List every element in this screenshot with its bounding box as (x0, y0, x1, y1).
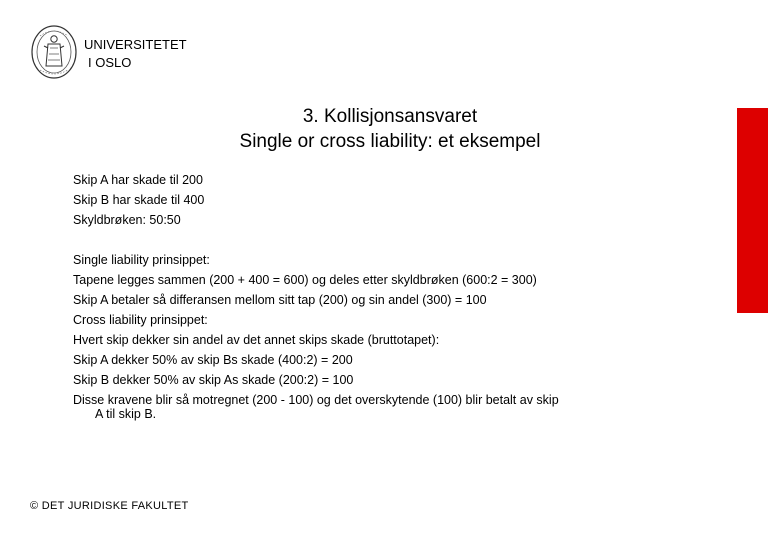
slide-body (73, 170, 653, 422)
explanation-line: Skip B dekker 50% av skip As skade (200:2) = 100 (73, 373, 354, 387)
institution-line-1: UNIVERSITETET (84, 37, 187, 52)
explanation-line: Disse kravene blir så motregnet (200 - 100) og det overskytende (100) blir betalt av skip (73, 393, 559, 407)
explanation-line: Skip A betaler så differansen mellom sitt tap (200) og sin andel (300) = 100 (73, 293, 487, 307)
explanation-line: Cross liability prinsippet: (73, 313, 208, 327)
explanation-line: Skip A dekker 50% av skip Bs skade (400:2) = 200 (73, 353, 353, 367)
explanation-line: Tapene legges sammen (200 + 400 = 600) og deles etter skyldbrøken (600:2 = 300) (73, 273, 537, 287)
spacer (73, 230, 653, 250)
fact-line: Skip B har skade til 400 (73, 193, 205, 207)
explanation-line: Hvert skip dekker sin andel av det annet skips skade (bruttotapet): (73, 333, 440, 347)
footer-copyright: © DET JURIDISKE FAKULTET (30, 500, 189, 512)
fact-line: Skip A har skade til 200 (73, 173, 203, 187)
institution-line-2: I OSLO (88, 55, 132, 70)
explanation-continuation: A til skip B. (95, 407, 157, 421)
slide-title (150, 104, 630, 154)
university-seal-icon (30, 24, 78, 80)
accent-bar (737, 108, 768, 313)
fact-line: Skyldbrøken: 50:50 (73, 213, 181, 227)
institution-name (84, 36, 187, 72)
title-line-2: Single or cross liability: et eksempel (239, 131, 541, 152)
explanation-line: Single liability prinsippet: (73, 253, 210, 267)
title-line-1: 3. Kollisjonsansvaret (302, 106, 478, 127)
